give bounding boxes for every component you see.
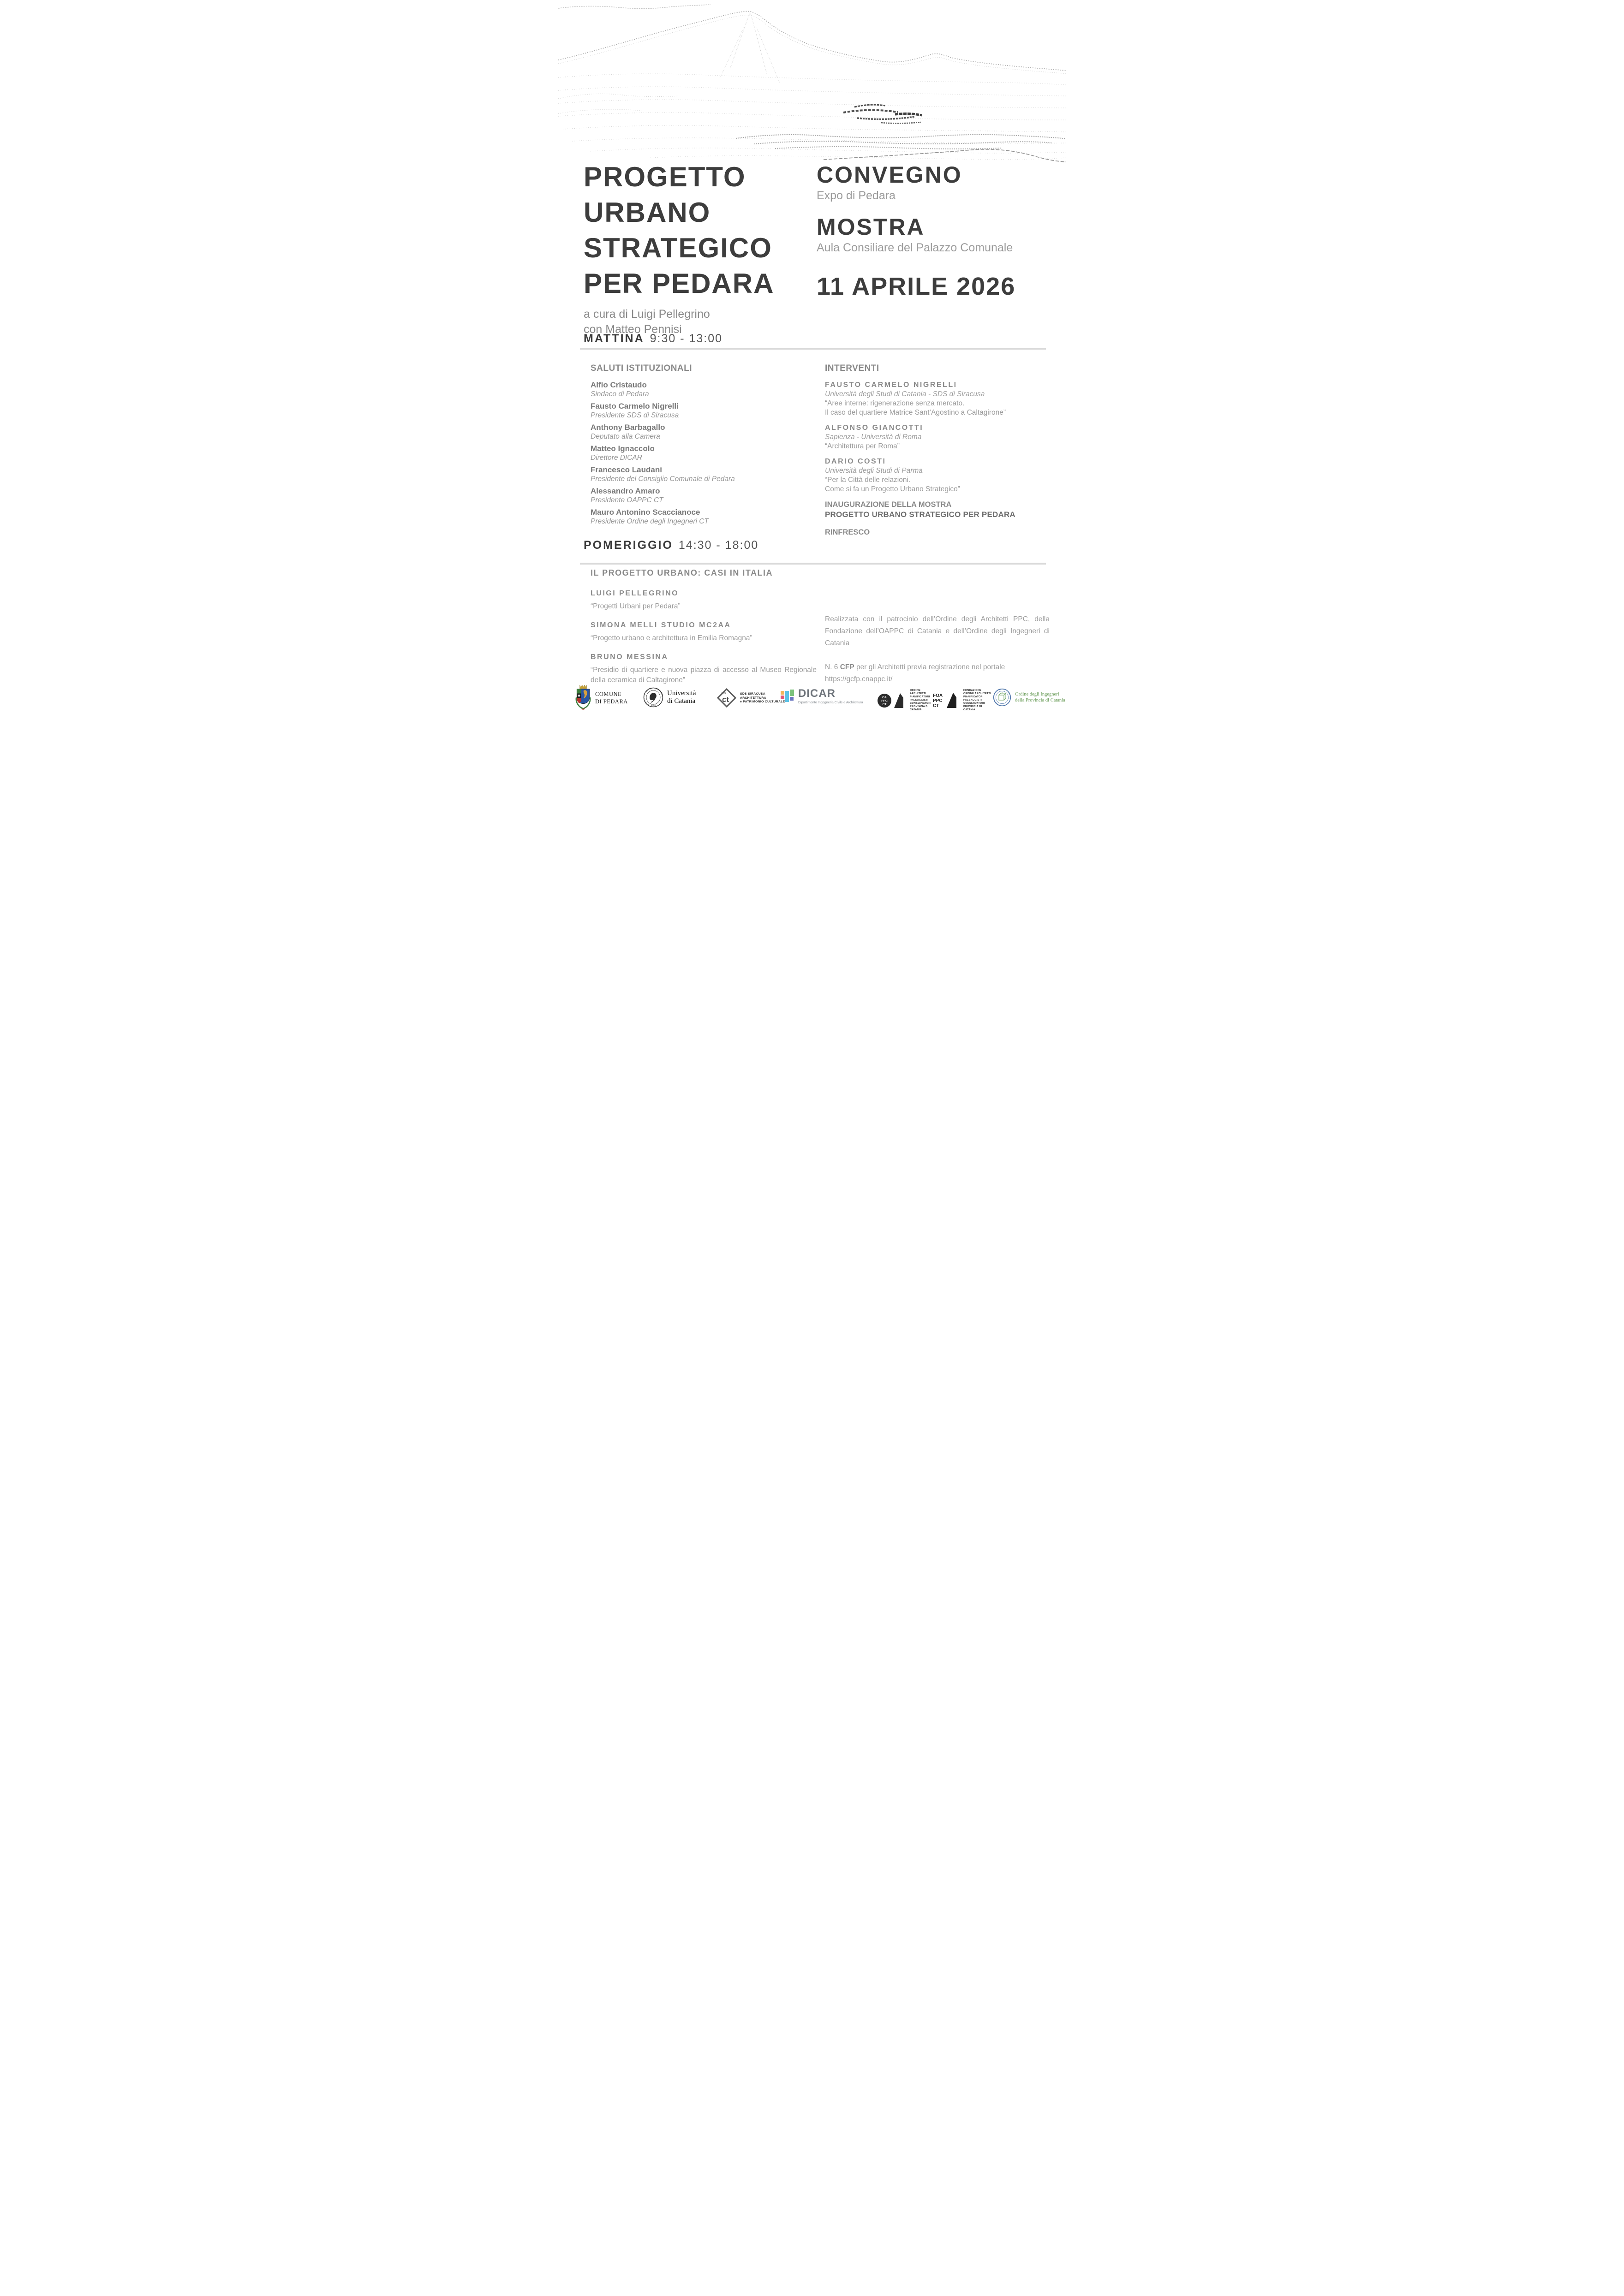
unict-seal-motto: SICILIAE STVDIVM GENERALE	[643, 687, 663, 706]
person-item	[591, 422, 825, 441]
pedara-line2: DI PEDARA	[595, 698, 628, 705]
foappc-caption	[963, 689, 991, 712]
afternoon-speakers-column	[591, 568, 825, 695]
speaker-item	[825, 380, 1057, 417]
oappc-caption-line: ORDINE	[910, 689, 920, 692]
person-name: Fausto Carmelo Nigrelli	[591, 402, 679, 410]
person-name: Francesco Laudani	[591, 465, 662, 474]
logo-comune-di-pedara	[575, 684, 628, 711]
page-title-line: PER PEDARA	[584, 268, 775, 299]
person-role: Presidente SDS di Siracusa	[591, 411, 679, 419]
speaker-talk-title: “Progetto urbano e architettura in Emilia Romagna”	[591, 634, 752, 642]
person-role: Deputato alla Camera	[591, 433, 660, 440]
foappc-caption-line: PROVINCIA DI	[963, 705, 982, 708]
poster-page	[558, 0, 1066, 718]
speaker-name: BRUNO MESSINA	[591, 653, 669, 661]
sds-wordmark	[740, 692, 785, 704]
etna-sketch-illustration	[558, 0, 1066, 162]
unict-line1: Università	[667, 690, 696, 697]
person-role: Direttore DICAR	[591, 454, 642, 462]
person-name: Alfio Cristaudo	[591, 381, 647, 389]
oappc-caption-line: CATANIA	[910, 708, 922, 711]
dicar-caption: Dipartimento Ingegneria Civile e Architettura	[798, 700, 863, 704]
rinfresco-label: RINFRESCO	[825, 528, 870, 536]
person-name: Mauro Antonino Scaccianoce	[591, 508, 700, 517]
logo-sds-siracusa	[717, 688, 785, 708]
speaker-talk-title: “Aree interne: rigenerazione senza mercato.	[825, 399, 965, 407]
pedara-coat-of-arms-icon	[575, 684, 591, 711]
afternoon-time: 14:30 - 18:00	[678, 539, 759, 552]
oappc-caption-line: PAESAGGISTI	[910, 699, 929, 702]
pedara-line1: COMUNE	[595, 691, 622, 697]
afternoon-session-header	[584, 539, 758, 552]
person-role: Presidente del Consiglio Comunale di Pedara	[591, 475, 735, 483]
unict-wordmark	[667, 690, 696, 705]
oappc-badge-ppc: PPC	[881, 699, 888, 702]
speaker-item	[591, 589, 825, 612]
sds-line1: SDS SIRACUSA	[740, 692, 765, 696]
foappc-caption-line: FONDAZIONE	[963, 689, 981, 692]
ingegneri-line1: Ordine degli Ingegneri	[1015, 692, 1059, 697]
speaker-name: LUIGI PELLEGRINO	[591, 589, 679, 597]
foappc-caption-line: ORDINE ARCHITETTI	[963, 692, 991, 695]
oappc-caption-line: PIANIFICATORI	[910, 696, 930, 698]
unict-line2: di Catania	[667, 697, 696, 705]
cfp-portal-url: https://gcfp.cnappc.it/	[825, 675, 893, 683]
logo-dicar	[781, 688, 863, 704]
oappc-badge-ct: CT	[882, 702, 887, 706]
inauguration-line: INAUGURAZIONE DELLA MOSTRA	[825, 500, 952, 509]
ingegneri-seal-icon	[993, 688, 1011, 707]
saluti-heading: SALUTI ISTITUZIONALI	[591, 363, 693, 373]
page-title-line: STRATEGICO	[584, 232, 772, 263]
dicar-wordmark	[798, 688, 863, 704]
person-item	[591, 507, 825, 526]
speaker-talk-title: “Progetti Urbani per Pedara”	[591, 602, 681, 610]
oappc-caption-line: CONSERVATORI	[910, 702, 931, 705]
foappc-badge-foa: FOA	[933, 693, 943, 698]
afternoon-label: POMERIGGIO	[584, 539, 673, 552]
event-info-block	[817, 162, 1061, 300]
morning-time: 9:30 - 13:00	[650, 332, 723, 345]
logo-universita-di-catania	[643, 687, 696, 708]
ingegneri-wordmark	[1015, 691, 1065, 703]
unict-seal-year: 1434	[651, 704, 656, 706]
speaker-item	[825, 457, 1057, 494]
person-role: Presidente OAPPC CT	[591, 496, 663, 504]
interventi-column	[825, 363, 1057, 537]
sds-line3: e PATRIMONIO CULTURALE	[740, 700, 785, 704]
afternoon-program	[591, 568, 1057, 695]
patronage-text: Realizzata con il patrocinio dell’Ordine degli Architetti PPC, della Fondazione dell’OAPPC di Catania e dell’Ordine degli Ingegneri di Catania	[825, 615, 1050, 647]
mostra-group	[817, 214, 1061, 255]
speaker-affiliation: Sapienza - Università di Roma	[825, 433, 922, 441]
speaker-item	[591, 653, 825, 685]
speaker-affiliation: Università degli Studi di Catania - SDS di Siracusa	[825, 390, 985, 398]
dicar-squares-icon	[781, 690, 794, 703]
foappc-badge-ct: CT	[933, 703, 939, 708]
unict-sds-diamond-icon	[717, 688, 736, 708]
foappc-caption-line: PIANIFICATORI	[963, 696, 984, 698]
interventi-heading: INTERVENTI	[825, 363, 879, 373]
sds-uni-text: Uni	[722, 692, 726, 695]
foappc-badge-icon	[933, 692, 960, 709]
morning-session-header	[584, 332, 722, 345]
person-role: Sindaco di Pedara	[591, 390, 649, 398]
section-divider	[580, 563, 1046, 565]
unict-seal-icon	[643, 687, 663, 708]
speaker-talk-title: Come si fa un Progetto Urbano Strategico”	[825, 485, 960, 493]
cfp-note	[825, 661, 1050, 685]
mostra-label: MOSTRA	[817, 214, 925, 240]
person-item	[591, 486, 825, 505]
oappc-caption	[910, 689, 931, 712]
foappc-caption-line: CATANIA	[963, 708, 975, 711]
convegno-group	[817, 162, 1061, 202]
section-divider	[580, 348, 1046, 350]
curator-line: con Matteo Pennisi	[584, 323, 682, 336]
sds-line2: ARCHITETTURA	[740, 696, 766, 700]
speaker-name: SIMONA MELLI STUDIO MC2AA	[591, 621, 731, 629]
saluti-column	[591, 363, 825, 537]
pedara-wordmark	[595, 690, 628, 705]
footer-logos	[558, 684, 1066, 718]
title-block	[584, 159, 805, 337]
notes-column	[825, 568, 1050, 695]
foappc-caption-line: PAESAGGISTI	[963, 699, 982, 702]
sds-ct-text: ct	[722, 695, 729, 704]
speaker-talk-title: “Per la Città delle relazioni.	[825, 476, 911, 484]
speaker-talk-title: “Presidio di quartiere e nuova piazza di accesso al Museo Regionale della ceramica di Caltagirone”	[591, 666, 817, 684]
mostra-venue: Aula Consiliare del Palazzo Comunale	[817, 241, 1013, 254]
logo-oappc-ct	[878, 689, 931, 712]
oappc-badge-icon	[878, 692, 906, 709]
person-item	[591, 380, 825, 399]
speaker-item	[591, 621, 825, 643]
foappc-badge-ppc: PPC	[933, 698, 943, 703]
inauguration-block	[825, 500, 1057, 520]
speaker-name: DARIO COSTI	[825, 458, 886, 465]
logo-ordine-ingegneri-catania	[993, 688, 1065, 707]
mountain-sketch-svg	[558, 0, 1066, 162]
person-item	[591, 444, 825, 462]
speaker-item	[825, 423, 1057, 451]
oappc-caption-line: PROVINCIA DI	[910, 705, 929, 708]
speaker-name: FAUSTO CARMELO NIGRELLI	[825, 381, 957, 389]
person-role: Presidente Ordine degli Ingegneri CT	[591, 517, 709, 525]
convegno-label: CONVEGNO	[817, 162, 962, 188]
morning-label: MATTINA	[584, 332, 645, 345]
page-title-line: PROGETTO	[584, 161, 746, 192]
foappc-caption-line: CONSERVATORI	[963, 702, 985, 705]
speaker-name: ALFONSO GIANCOTTI	[825, 424, 924, 432]
cfp-prefix: N. 6	[825, 663, 840, 671]
convegno-venue: Expo di Pedara	[817, 189, 896, 202]
oappc-caption-line: ARCHITETTI	[910, 692, 926, 695]
person-name: Anthony Barbagallo	[591, 423, 665, 432]
speaker-affiliation: Università degli Studi di Parma	[825, 467, 923, 475]
page-title-line: URBANO	[584, 197, 711, 228]
speaker-talk-title: “Architettura per Roma”	[825, 442, 900, 450]
person-item	[591, 401, 825, 420]
cfp-credits: CFP	[840, 663, 854, 671]
curator-line: a cura di Luigi Pellegrino	[584, 308, 710, 321]
event-date: 11 APRILE 2026	[817, 273, 1016, 300]
person-name: Matteo Ignaccolo	[591, 444, 655, 453]
morning-program	[591, 363, 1057, 537]
logo-foappc-ct	[933, 689, 991, 712]
dicar-acronym: DICAR	[798, 687, 836, 700]
ingegneri-seal-text: ORDINE · INGEGNERI · CATANIA	[993, 688, 1011, 706]
cfp-rest: per gli Architetti previa registrazione nel portale	[854, 663, 1005, 671]
oappc-badge-oa: OA	[882, 696, 887, 699]
inauguration-exhibit-title: PROGETTO URBANO STRATEGICO PER PEDARA	[825, 510, 1015, 519]
speaker-talk-title: Il caso del quartiere Matrice Sant’Agostino a Caltagirone”	[825, 409, 1006, 416]
person-name: Alessandro Amaro	[591, 487, 660, 495]
afternoon-session-title: IL PROGETTO URBANO: CASI IN ITALIA	[591, 568, 773, 577]
person-item	[591, 465, 825, 483]
ingegneri-line2: della Provincia di Catania	[1015, 698, 1065, 703]
